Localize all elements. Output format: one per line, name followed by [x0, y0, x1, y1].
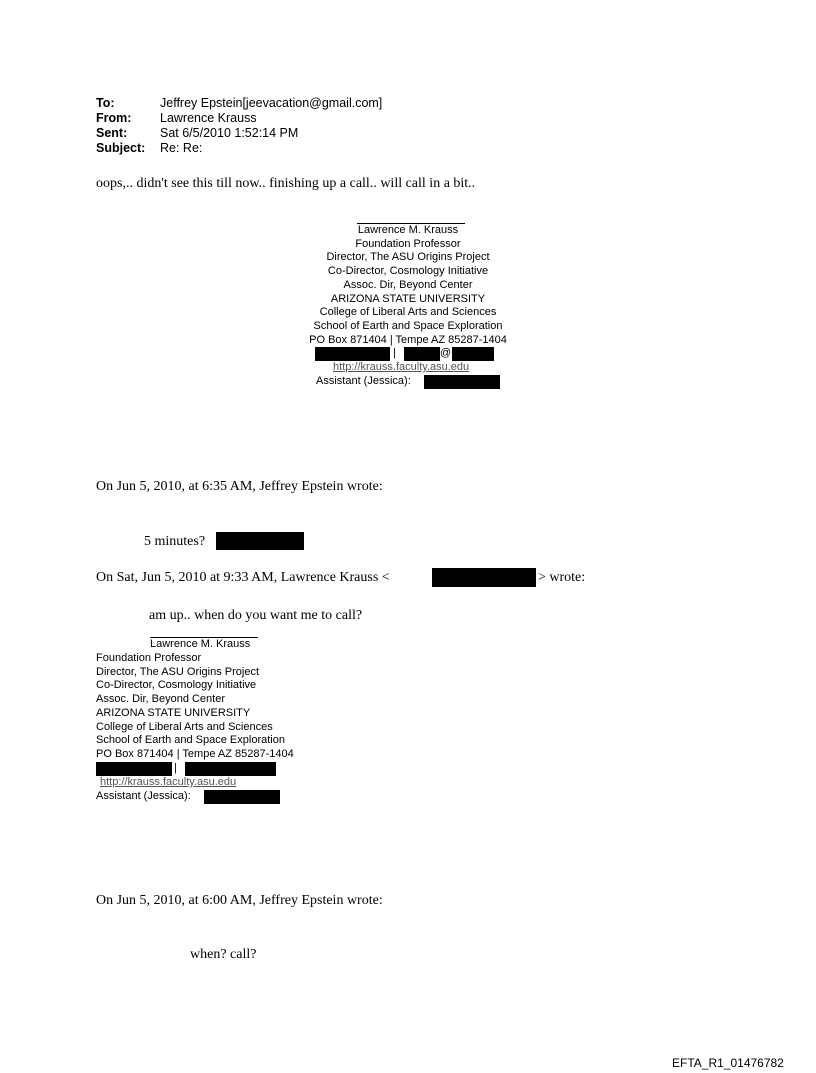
signature-lines	[258, 224, 558, 347]
assistant-label: Assistant (Jessica):	[316, 375, 411, 387]
redaction-bar	[452, 347, 494, 361]
signature-line: Co-Director, Cosmology Initiative	[96, 679, 257, 692]
separator: |	[393, 347, 396, 359]
signature-line: Director, The ASU Origins Project	[326, 251, 490, 264]
separator: |	[174, 762, 177, 774]
signature-line: PO Box 871404 | Tempe AZ 85287-1404	[309, 333, 507, 346]
to-value: Jeffrey Epstein[jeevacation@gmail.com]	[160, 96, 383, 110]
faculty-url-link[interactable]: http://krauss.faculty.asu.edu	[100, 776, 237, 788]
quote-header: On Sat, Jun 5, 2010 at 9:33 AM, Lawrence Krauss <	[96, 570, 390, 585]
assistant-label: Assistant (Jessica):	[96, 790, 191, 802]
redaction-bar	[404, 347, 440, 361]
quote-body: am up.. when do you want me to call?	[149, 608, 363, 623]
signature-line: Foundation Professor	[355, 237, 461, 250]
signature-line: Assoc. Dir, Beyond Center	[343, 278, 473, 291]
redaction-bar	[204, 790, 280, 804]
subject-label: Subject:	[96, 141, 146, 155]
document-id: EFTA_R1_01476782	[672, 1056, 784, 1070]
subject-value: Re: Re:	[160, 141, 203, 155]
sent-label: Sent:	[96, 126, 128, 140]
from-value: Lawrence Krauss	[160, 111, 257, 125]
quote-header: On Jun 5, 2010, at 6:00 AM, Jeffrey Epstein wrote:	[96, 893, 383, 908]
quote-body: 5 minutes?	[144, 534, 206, 549]
redaction-bar	[216, 532, 304, 550]
signature-line: ARIZONA STATE UNIVERSITY	[96, 706, 251, 719]
to-label: To:	[96, 96, 115, 110]
signature-line: PO Box 871404 | Tempe AZ 85287-1404	[96, 747, 294, 760]
signature-line: Lawrence M. Krauss	[357, 224, 459, 236]
quote-body: when? call?	[190, 947, 257, 962]
signature-line: Co-Director, Cosmology Initiative	[327, 265, 489, 278]
signature-line: Lawrence M. Krauss	[150, 638, 251, 650]
signature-line: School of Earth and Space Exploration	[96, 734, 285, 747]
sent-value: Sat 6/5/2010 1:52:14 PM	[160, 126, 299, 140]
redaction-bar	[432, 568, 536, 587]
signature-line: Director, The ASU Origins Project	[96, 665, 260, 678]
signature-line: School of Earth and Space Exploration	[313, 319, 503, 332]
signature-line: ARIZONA STATE UNIVERSITY	[330, 292, 486, 305]
signature-line: Foundation Professor	[96, 652, 202, 664]
signature-line: College of Liberal Arts and Sciences	[319, 306, 497, 319]
redaction-bar	[96, 762, 172, 776]
quote-header-suffix: > wrote:	[538, 570, 586, 585]
faculty-url-link[interactable]: http://krauss.faculty.asu.edu	[333, 361, 470, 373]
message-body: oops,.. didn't see this till now.. finishing up a call.. will call in a bit..	[96, 176, 476, 191]
redaction-bar	[185, 762, 276, 776]
from-label: From:	[96, 111, 132, 125]
signature-lines	[96, 652, 294, 762]
signature-line: College of Liberal Arts and Sciences	[96, 720, 273, 733]
at-sign: @	[440, 347, 452, 359]
redaction-bar	[315, 347, 390, 361]
redaction-bar	[424, 375, 500, 389]
signature-line: Assoc. Dir, Beyond Center	[96, 693, 226, 706]
quote-header: On Jun 5, 2010, at 6:35 AM, Jeffrey Epstein wrote:	[96, 479, 383, 494]
